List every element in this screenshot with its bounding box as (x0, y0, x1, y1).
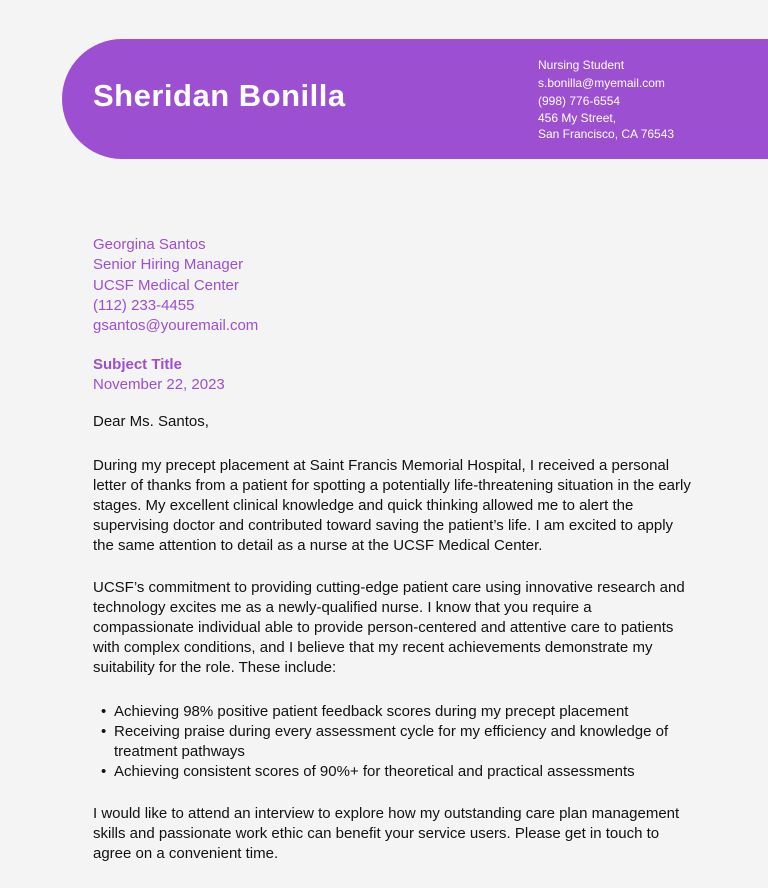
applicant-phone: (998) 776-6554 (538, 94, 621, 108)
recipient-name: Georgina Santos (93, 236, 206, 253)
recipient-company: UCSF Medical Center (93, 276, 239, 294)
paragraph-3: I would like to attend an interview to explore how my outstanding care plan management skills and passionate work ethic can benefit your service users. Please get in touch to agree on a convenient time. (93, 805, 680, 862)
recipient-email: gsantos@youremail.com (93, 317, 259, 335)
paragraph-1: During my precept placement at Saint Francis Memorial Hospital, I received a personal letter of thanks from a patient for spotting a potentially life-threatening situation in the early stages. My excellent clinical knowledge and quick thinking allowed me to alert the supervising doctor and contributed toward saving the patient’s life. I am excited to apply the same attention to detail as a nurse at the UCSF Medical Center. (93, 457, 691, 554)
applicant-address-line1: 456 My Street, (538, 111, 617, 125)
list-item: • Achieving 98% positive patient feedback scores during my precept placement (114, 702, 693, 722)
applicant-email: s.bonilla@myemail.com (538, 76, 665, 90)
recipient-title: Senior Hiring Manager (93, 256, 244, 274)
list-item: • Receiving praise during every assessment cycle for my efficiency and knowledge of treatment pathways (114, 722, 693, 762)
letter-date: November 22, 2023 (93, 376, 225, 393)
applicant-name: Sheridan Bonilla (93, 78, 346, 113)
contact-info (538, 56, 674, 142)
paragraph-2: UCSF’s commitment to providing cutting-edge patient care using innovative research and technology excites me as a newly-qualified nurse. I know that you require a compassionate individual able to provide person-centered and attentive care to patients with complex conditions, and I believe that my recent achievements demonstrate my suitability for the role. These include: (93, 579, 685, 676)
list-item: • Achieving consistent scores of 90%+ for theoretical and practical assessments (114, 762, 693, 782)
applicant-address-line2: San Francisco, CA 76543 (538, 127, 675, 141)
letter-body (93, 412, 693, 864)
achievements-list (93, 702, 693, 782)
recipient-phone: (112) 233-4455 (93, 296, 195, 314)
header-banner (62, 39, 768, 159)
subject-block (93, 355, 225, 395)
subject-title: Subject Title (93, 356, 182, 373)
salutation: Dear Ms. Santos, (93, 413, 209, 430)
applicant-role: Nursing Student (538, 58, 625, 72)
recipient-block (93, 235, 258, 336)
